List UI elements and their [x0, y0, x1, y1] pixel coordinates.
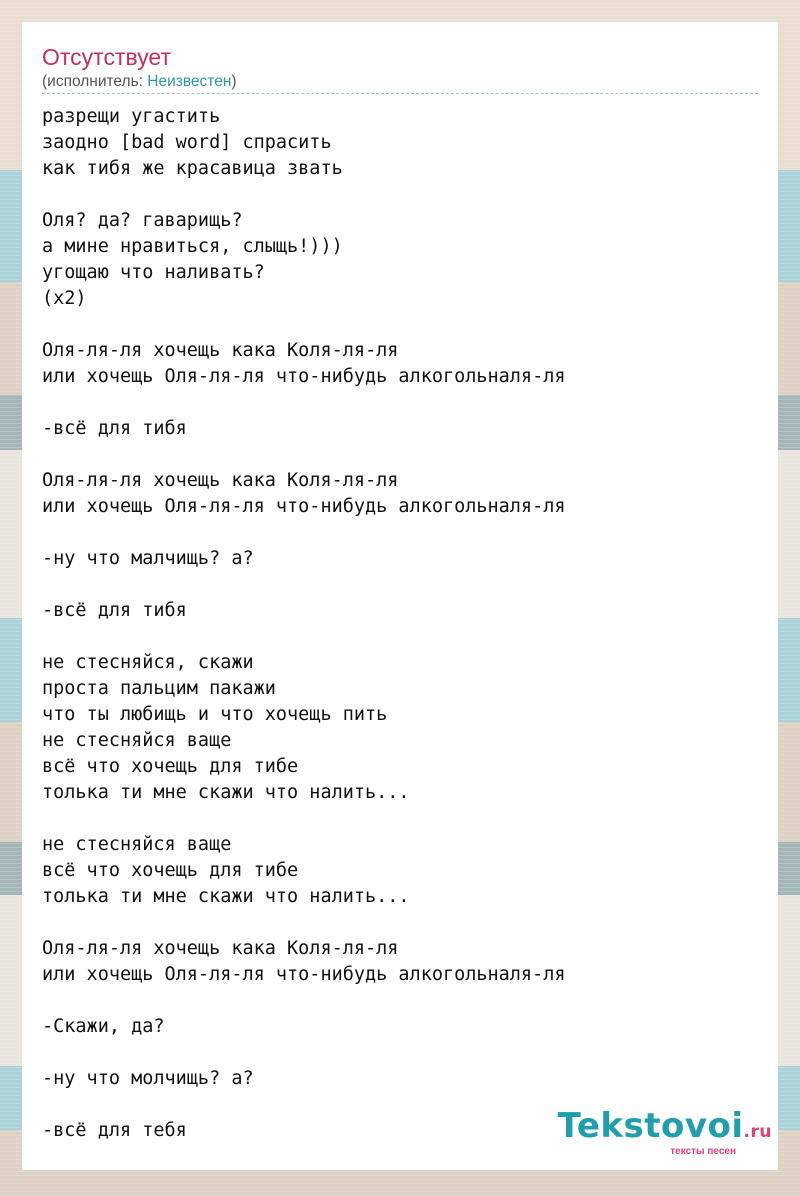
logo-wordmark	[558, 1108, 772, 1150]
site-logo[interactable]	[558, 1108, 772, 1157]
divider	[42, 93, 758, 94]
artist-suffix: )	[231, 73, 237, 90]
lyrics-text: разрещи угастить заодно [bad word] спрасить как тибя же красавица звать Оля? да? гаварищь? а мине нравиться, слыщь!))) угощаю что наливать? (x2) Оля-ля-ля хочещь кака Коля-ля-ля или хочещь Оля-ля-ля что-нибудь алкогольналя-ля -всё для тибя Оля-ля-ля хочещь кака Коля-ля-ля или хочещь Оля-ля-ля что-нибудь алкогольналя-ля -ну что малчищь? а? -всё для тибя не стесняйся, скажи проста пальцим пакажи что ты любищь и что хочещь пить не стесняйся ваще всё что хочещь для тибе толька ти мне скажи что налить... не стесняйся ваще всё что хочещь для тибе толька ти мне скажи что налить... Оля-ля-ля хочещь кака Коля-ля-ля или хочещь Оля-ля-ля что-нибудь алкогольналя-ля -Скажи, да? -ну что молчищь? а? -всё для тебя	[42, 106, 566, 1141]
logo-main-text: Tekstovoi	[557, 1106, 744, 1146]
logo-tld: .ru	[743, 1122, 772, 1142]
artist-line	[42, 72, 237, 92]
artist-link[interactable]: Неизвестен	[147, 73, 232, 90]
song-title: Отсутствует	[42, 44, 171, 70]
artist-prefix: (исполнитель:	[42, 73, 148, 90]
logo-tagline: тексты песен	[670, 1146, 736, 1157]
lyrics-card	[22, 22, 778, 1170]
